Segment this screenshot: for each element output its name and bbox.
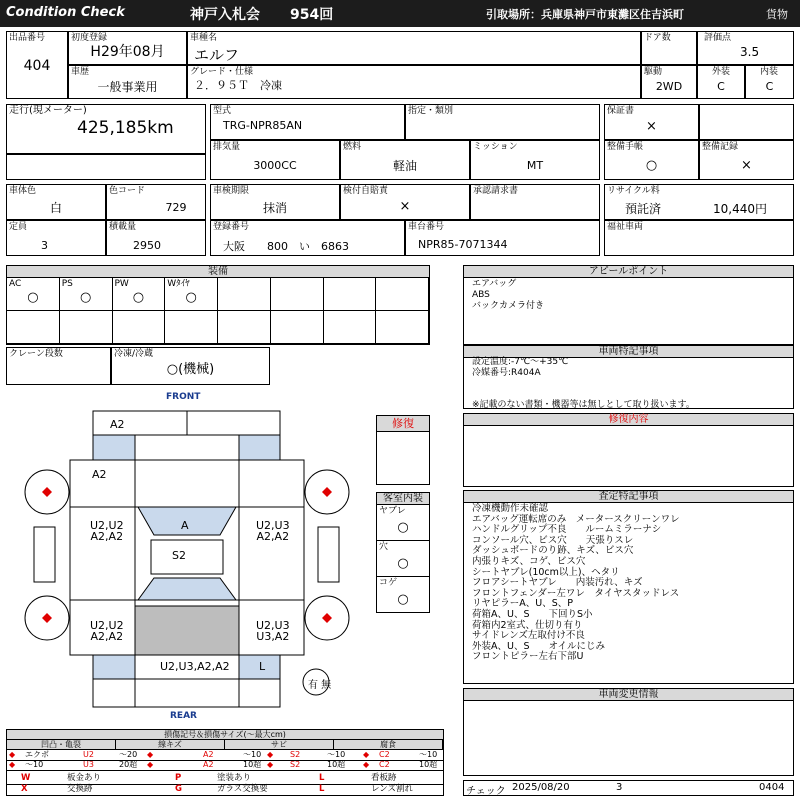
load-label: 積載量	[109, 222, 137, 232]
fridge-label: 冷凍/冷蔵	[114, 349, 154, 359]
equipment-label: PW	[114, 279, 129, 289]
chassis-value: NPR85-7071344	[418, 238, 508, 251]
equipment-cell	[7, 311, 60, 344]
fridge-value: ○(機械)	[166, 362, 215, 377]
cabin-value: ○	[397, 556, 409, 571]
equipment-cell	[218, 278, 271, 311]
inspect-line: リヤピラーA、U、S、P	[472, 598, 574, 610]
equipment-label: AC	[9, 279, 22, 289]
exterior-value: C	[717, 80, 725, 93]
doors-cell	[641, 31, 697, 65]
inspect-line: エアバッグ運転席のみ メータースクリーンワレ	[472, 513, 680, 525]
car-name: エルフ	[194, 46, 240, 64]
mark-rr-side: U2,U3 U3,A2	[256, 619, 290, 643]
check-row	[463, 780, 794, 796]
manual-value: ○	[645, 158, 658, 173]
mileage-sub	[6, 154, 206, 180]
score-cell	[697, 31, 794, 65]
capacity-value: 3	[41, 239, 48, 252]
equipment-value: ○	[132, 290, 145, 305]
mark-front-bumper: A2	[110, 418, 125, 431]
drive-label: 駆動	[644, 67, 663, 77]
recycle-status: 預託済	[625, 202, 662, 216]
interior-value: C	[765, 80, 774, 93]
legend-code: 塗装あり	[217, 773, 252, 783]
welfare-label: 福祉車両	[607, 222, 644, 232]
appeal-title: アピールポイント	[464, 266, 793, 278]
inspect-line: コンソール穴、ビス穴 天張りスレ	[472, 534, 634, 546]
history-cell	[68, 65, 187, 99]
legend-cell: ◆	[147, 760, 154, 769]
inspect-line: フロアシートヤブレ 内装汚れ、キズ	[472, 577, 643, 589]
equipment-cell	[60, 278, 113, 311]
auto-label: 検付自賠責	[343, 186, 389, 196]
equipment-cell	[7, 278, 60, 311]
capacity-label: 定員	[9, 222, 28, 232]
equipment-cell	[165, 311, 218, 344]
legend-cell: C2	[379, 750, 390, 759]
record-label: 整備記録	[702, 142, 739, 152]
equipment-cell	[376, 278, 429, 311]
cabin-value: ○	[397, 520, 409, 535]
recycle-cell	[604, 184, 794, 220]
vehicle-category: 貨物	[766, 8, 788, 21]
inspect-line: 外装A、U、S オイルにじみ	[472, 640, 606, 652]
interior-cell	[745, 65, 794, 99]
equipment-cell	[218, 311, 271, 344]
legend-code: L	[319, 784, 325, 794]
first-reg-value: H29年08月	[90, 44, 165, 60]
first-reg-label: 初度登録	[71, 33, 108, 43]
legend-cell: A2	[203, 750, 214, 759]
legend-divider	[7, 795, 443, 796]
mileage-label: 走行(現メーター)	[9, 105, 87, 116]
legend-cell: S2	[290, 750, 301, 759]
mark-interior-center: S2	[172, 549, 186, 562]
cabin-value: ○	[397, 592, 409, 607]
welfare-cell	[604, 220, 794, 256]
equipment-title: 装備	[7, 266, 429, 278]
inspect-line: ハンドルグリップ不良 ルームミラーナシ	[472, 524, 662, 536]
check-count: 3	[616, 782, 623, 793]
manual-label: 整備手帳	[607, 142, 644, 152]
recycle-fee: 10,440円	[713, 202, 767, 216]
inspect-lines	[472, 504, 680, 663]
appeal-panel	[463, 265, 794, 345]
warranty-label: 保証書	[607, 106, 635, 116]
legend-cell: C2	[379, 760, 390, 769]
notes-lines	[472, 357, 568, 379]
color-code-label: 色コード	[109, 186, 146, 196]
grade-cell	[187, 65, 641, 99]
mark-rl-side: U2,U2 A2,A2	[90, 619, 124, 643]
cabin-row	[377, 541, 429, 577]
inspect-line: 冷凍機動作未確認	[472, 503, 549, 514]
auction-name: 神戸入札会	[190, 7, 260, 23]
grade-value: ２．９５Ｔ 冷凍	[194, 79, 282, 92]
lot-number: 404	[23, 58, 51, 74]
notes-title: 車両特記事項	[464, 346, 793, 358]
legend-cell: S2	[290, 760, 301, 769]
change-panel	[463, 688, 794, 776]
legend-group: 腐食	[334, 740, 443, 750]
first-reg-cell	[68, 31, 187, 65]
equipment-value: ○	[185, 290, 197, 305]
inspection-cell	[210, 184, 340, 220]
model-label: 型式	[213, 106, 232, 116]
reg-no-cell	[210, 220, 405, 256]
legend-cell: 10超	[327, 760, 346, 769]
equipment-cell	[324, 278, 377, 311]
auto-cell	[340, 184, 470, 220]
legend-cell: U3	[83, 760, 94, 769]
front-label: FRONT	[166, 392, 201, 402]
legend-code: L	[319, 773, 325, 783]
approval-label: 承認請求書	[473, 186, 519, 196]
legend-cell: ◆	[267, 750, 274, 759]
mark-fl-door: U2,U2 A2,A2	[90, 519, 124, 543]
notes-line: 冷媒番号:R404A	[472, 368, 541, 378]
vehicle-diagram	[0, 390, 376, 725]
check-label: チェック	[466, 786, 506, 797]
body-color-cell	[6, 184, 106, 220]
legend-title: 損傷記号＆損傷サイズ(～最大cm)	[7, 730, 443, 740]
fuel-cell	[340, 140, 470, 180]
inspect-line: 内張りキズ、コゲ、ビス穴	[472, 555, 586, 567]
repair-box	[376, 415, 430, 485]
fuel-value: 軽油	[392, 159, 417, 173]
equipment-value: ○	[79, 290, 92, 305]
inspect-panel	[463, 490, 794, 684]
repair-box-title: 修復	[377, 416, 429, 432]
history-value: 一般事業用	[97, 80, 158, 94]
record-value: ×	[741, 158, 752, 173]
inspection-value: 抹消	[262, 201, 287, 215]
exterior-label: 外装	[712, 67, 731, 77]
history-label: 車歴	[71, 67, 90, 77]
check-code: 0404	[759, 782, 785, 793]
legend-code: 交換跡	[67, 784, 93, 794]
inspect-title: 査定特記事項	[464, 491, 793, 503]
equipment-cell	[113, 311, 166, 344]
equipment-cell	[271, 278, 324, 311]
capacity-cell	[6, 220, 106, 256]
legend-divider	[7, 770, 443, 771]
inspect-line: 荷箱内2室式、仕切り有り	[472, 619, 583, 631]
auction-session: 954回	[290, 7, 334, 23]
legend-code: X	[21, 784, 28, 794]
legend-code: レンズ割れ	[371, 784, 414, 794]
legend-code: 板金あり	[67, 773, 102, 783]
legend-code: W	[21, 773, 31, 783]
model-value: TRG-NPR85AN	[223, 119, 303, 132]
lot-label: 出品番号	[9, 33, 46, 43]
equipment-cell	[60, 311, 113, 344]
score-value: 3.5	[740, 45, 760, 59]
designation-cell	[405, 104, 600, 140]
appeal-line: バックカメラ付き	[472, 301, 545, 311]
equipment-cell	[165, 278, 218, 311]
legend-code: 看板跡	[371, 773, 397, 783]
equipment-grid	[6, 265, 430, 345]
legend-table	[6, 729, 444, 796]
crane-cell	[6, 347, 111, 385]
mark-rear-r: L	[259, 660, 266, 673]
chassis-cell	[405, 220, 600, 256]
repair-title: 修復内容	[464, 414, 793, 426]
legend-cell: ◆	[9, 750, 16, 759]
fridge-cell	[111, 347, 270, 385]
model-cell	[210, 104, 405, 140]
mileage-value: 425,185km	[77, 118, 174, 138]
displacement-value: 3000CC	[253, 159, 297, 172]
mission-value: MT	[526, 159, 544, 172]
crane-label: クレーン段数	[9, 349, 63, 359]
mark-rear: U2,U3,A2,A2	[160, 660, 230, 673]
mission-cell	[470, 140, 600, 180]
notes-panel	[463, 345, 794, 409]
cabin-title: 客室内装	[377, 493, 429, 505]
cabin-row	[377, 577, 429, 613]
header-bar	[0, 0, 800, 27]
rear-label: REAR	[170, 711, 197, 721]
mark-fr-door: U2,U3 A2,A2	[256, 519, 290, 543]
legend-code: ガラス交換要	[217, 784, 268, 794]
record-cell	[699, 140, 794, 180]
legend-code: G	[175, 784, 182, 794]
car-name-cell	[187, 31, 641, 65]
legend-cell: 20超	[119, 760, 138, 769]
equipment-cell	[376, 311, 429, 344]
change-title: 車両変更情報	[464, 689, 793, 701]
designation-label: 指定・類別	[408, 106, 454, 116]
recycle-label: リサイクル料	[607, 186, 660, 196]
legend-cell: ◆	[363, 760, 370, 769]
notes-footer: ※記載のない書類・機器等は無しとして取り扱います。	[472, 400, 695, 410]
equipment-label: PS	[61, 279, 73, 289]
cabin-box	[376, 492, 430, 613]
appeal-line: エアバッグ	[472, 279, 517, 289]
color-code-value: 729	[165, 201, 187, 214]
yes-no-toggle: 有 無	[308, 680, 332, 691]
interior-label: 内装	[760, 67, 779, 77]
appeal-lines	[472, 279, 544, 312]
inspection-label: 車検期限	[213, 186, 250, 196]
color-code-cell	[106, 184, 206, 220]
legend-cell: ～10	[243, 750, 262, 759]
brand-label: Condition Check	[6, 5, 125, 20]
car-name-label: 車種名	[190, 33, 218, 43]
inspect-line: 荷箱A、U、S 下回りS小	[472, 608, 593, 620]
exterior-cell	[697, 65, 745, 99]
appeal-line: ABS	[472, 290, 490, 300]
check-date: 2025/08/20	[512, 782, 570, 793]
repair-panel	[463, 413, 794, 487]
equipment-cells	[7, 278, 429, 344]
cabin-label: 穴	[379, 542, 389, 552]
drive-value: 2WD	[655, 80, 683, 93]
warranty-cell	[604, 104, 699, 140]
legend-cell: ～10	[25, 760, 44, 769]
legend-cell: A2	[203, 760, 214, 769]
inspect-line: ダッシュボードのり跡、キズ、ビス穴	[472, 545, 634, 557]
equipment-cell	[324, 311, 377, 344]
load-value: 2950	[133, 239, 161, 252]
warranty-value: ×	[646, 119, 657, 134]
legend-divider	[7, 760, 443, 761]
mark-roof: A	[181, 519, 189, 532]
pickup-location: 引取場所：兵庫県神戸市東灘区住吉浜町	[486, 8, 684, 21]
legend-group: 凹凸・亀裂	[7, 740, 116, 750]
legend-cell: ～10	[419, 750, 438, 759]
legend-cell: ◆	[363, 750, 370, 759]
cabin-label: ヤブレ	[379, 506, 406, 516]
mileage-cell	[6, 104, 206, 154]
cabin-row	[377, 505, 429, 541]
grade-label: グレード・仕様	[190, 67, 254, 77]
reg-no-label: 登録番号	[213, 222, 250, 232]
legend-cell: ◆	[147, 750, 154, 759]
legend-cell: ◆	[267, 760, 274, 769]
equipment-value: ○	[27, 290, 39, 305]
cabin-label: コゲ	[379, 578, 398, 588]
body-color-label: 車体色	[9, 186, 37, 196]
legend-cell: ～10	[327, 750, 346, 759]
legend-cell: ～20	[119, 750, 138, 759]
inspect-line: サイドレンズ左取付け不良	[472, 630, 585, 642]
legend-cell: U2	[83, 750, 94, 759]
mark-hood: A2	[92, 468, 107, 481]
lot-cell	[6, 31, 68, 99]
legend-group: 線キズ	[116, 740, 225, 750]
drive-cell	[641, 65, 697, 99]
body-color-value: 白	[49, 201, 62, 215]
vehicle-diagram-svg	[0, 390, 376, 725]
legend-group: サビ	[225, 740, 334, 750]
legend-cell: ◆	[9, 760, 16, 769]
mission-label: ミッション	[473, 142, 518, 152]
legend-cell: 10超	[419, 760, 438, 769]
reg-no-value: 大阪 800 い 6863	[223, 240, 349, 253]
notes-line: 設定温度:-7℃～+35℃	[472, 357, 569, 367]
displacement-label: 排気量	[213, 142, 241, 152]
legend-body	[7, 740, 443, 795]
equipment-cell	[271, 311, 324, 344]
manual-cell	[604, 140, 699, 180]
fuel-label: 燃料	[343, 142, 362, 152]
legend-cell: 10超	[243, 760, 262, 769]
auto-value: ×	[399, 199, 411, 214]
score-label: 評価点	[704, 33, 732, 43]
inspect-line: フロントフェンダー左ワレ タイヤスタッドレス	[472, 587, 680, 599]
displacement-cell	[210, 140, 340, 180]
approval-cell	[470, 184, 600, 220]
legend-cell: エクボ	[25, 750, 49, 759]
equipment-cell	[113, 278, 166, 311]
warranty-empty	[699, 104, 794, 140]
inspect-line: フロントピラー左右下部U	[472, 651, 584, 663]
equipment-label: Wﾀｲﾔ	[167, 279, 190, 289]
inspect-line: シートヤブレ(10cm以上)、ヘタリ	[472, 566, 620, 578]
load-cell	[106, 220, 206, 256]
chassis-label: 車台番号	[408, 222, 445, 232]
legend-code: P	[175, 773, 182, 783]
doors-label: ドア数	[644, 33, 671, 43]
